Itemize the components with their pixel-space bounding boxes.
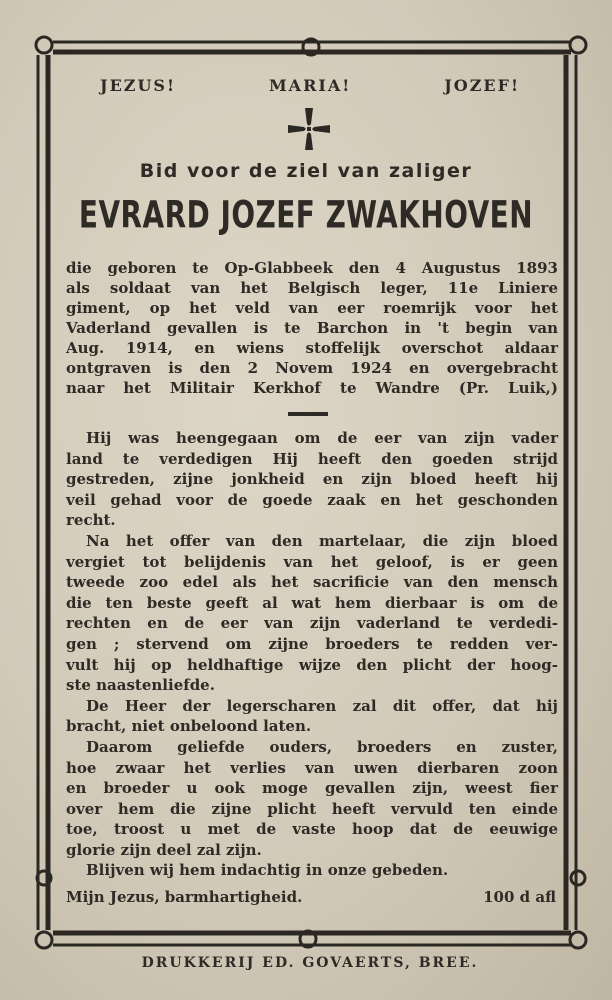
closing-line (66, 888, 556, 906)
invocations (100, 76, 520, 95)
cross-pattee-icon (288, 108, 330, 150)
eulogy-line: gen ; stervend om zijne broeders te redden ver- (66, 634, 558, 653)
eulogy-line: die ten beste geeft al wat hem dierbaar is om de (66, 593, 558, 612)
prayer-heading: Bid voor de ziel van zaliger (139, 160, 473, 182)
section-divider (288, 412, 328, 416)
biography-line: naar het Militair Kerkhof te Wandre (Pr. Luik,) (66, 379, 558, 397)
indulgence-note: 100 d afl (483, 888, 556, 906)
eulogy-line: vult hij op heldhaftige wijze den plicht der hoog- (66, 655, 558, 674)
eulogy-line: gestreden, zijne jonkheid en zijn bloed heeft hij (66, 470, 558, 489)
eulogy-line: Blijven wij hem indachtig in onze gebeden. (86, 861, 449, 880)
closing-invocation: Mijn Jezus, barmhartigheid. (66, 888, 303, 906)
eulogy-line: rechten en de eer van zijn vaderland te verdedi- (66, 614, 558, 633)
deceased-name: EVRARD JOZEF ZWAKHOVEN (78, 194, 534, 238)
eulogy-line: recht. (66, 511, 116, 530)
biography-line: Vaderland gevallen is te Barchon in 't begin van (66, 319, 558, 337)
eulogy-line: ste naastenliefde. (66, 676, 215, 695)
eulogy-line: glorie zijn deel zal zijn. (66, 840, 262, 859)
eulogy-line: Hij was heengegaan om de eer van zijn vader (86, 429, 558, 447)
eulogy-line: tweede zoo edel als het sacrificie van den mensch (66, 573, 558, 592)
biography-line: als soldaat van het Belgisch leger, 11e Liniere (66, 279, 558, 297)
biography-line: Aug. 1914, en wiens stoffelijk overschot aldaar (66, 339, 558, 357)
printer-imprint: DRUKKERIJ ED. GOVAERTS, BREE. (141, 955, 479, 971)
eulogy-line: en broeder u ook moge gevallen zijn, weest fier (66, 779, 558, 798)
eulogy-text (66, 428, 558, 881)
eulogy-line: Na het offer van den martelaar, die zijn bloed (86, 531, 558, 550)
invocation-jozef: JOZEF! (444, 76, 520, 95)
biography-paragraph (66, 258, 558, 398)
eulogy-line: bracht, niet onbeloond laten. (66, 717, 312, 736)
invocation-jezus: JEZUS! (100, 76, 176, 95)
eulogy-line: toe, troost u met de vaste hoop dat de eeuwige (66, 820, 558, 839)
biography-line: giment, op het veld van eer roemrijk voor het (66, 299, 558, 317)
eulogy-line: over hem die zijne plicht heeft vervuld ten einde (66, 799, 558, 818)
eulogy-line: veil gehad voor de goede zaak en het geschonden (66, 490, 558, 509)
eulogy-line: vergiet tot belijdenis van het geloof, is er geen (66, 552, 558, 571)
biography-line: ontgraven is den 2 Novem 1924 en overgebracht (66, 359, 558, 377)
eulogy-line: hoe zwaar het verlies van uwen dierbaren zoon (66, 758, 558, 777)
invocation-maria: MARIA! (268, 76, 352, 95)
eulogy-line: land te verdedigen Hij heeft den goeden strijd (66, 449, 558, 468)
eulogy-line: Daarom geliefde ouders, broeders en zuster, (86, 737, 558, 756)
eulogy-line: De Heer der legerscharen zal dit offer, dat hij (86, 696, 558, 715)
biography-line: die geboren te Op-Glabbeek den 4 Augustus 1893 (66, 259, 558, 277)
